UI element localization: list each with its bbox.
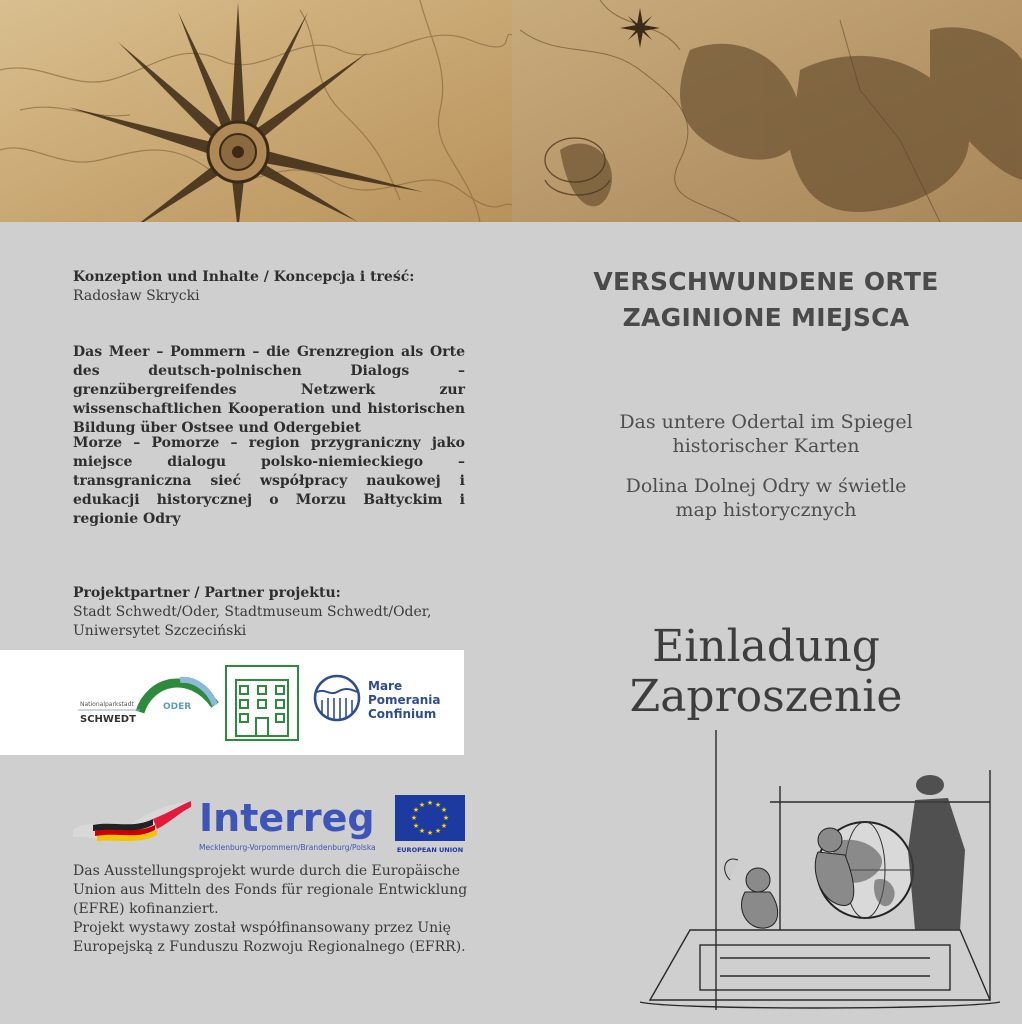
schwedt-small-text: Nationalparkstadt xyxy=(80,701,134,708)
funding-line: Das Ausstellungsprojekt wurde durch die Europäische xyxy=(73,863,461,879)
historic-map-banner xyxy=(0,0,1022,222)
engraving-illustration xyxy=(630,730,1010,1020)
interreg-subtitle: Mecklenburg-Vorpommern/Brandenburg/Polska xyxy=(199,843,376,852)
svg-text:★: ★ xyxy=(412,806,420,814)
svg-text:★: ★ xyxy=(426,799,434,807)
schwedt-oder-text: ODER xyxy=(163,702,192,712)
partners-label: Projektpartner / Partner projektu: xyxy=(73,585,341,601)
schwedt-city-text: SCHWEDT xyxy=(80,714,136,725)
project-title-de: Das Meer – Pommern – die Grenzregion als Orte des deutsch-polnischen Dialogs – grenzübergreifendes Netzwerk zur wissenschaftlichen Kooperation und historischen Bildung über Ostsee und Odergebiet xyxy=(73,344,465,436)
scholar-figure xyxy=(908,775,965,930)
invitation xyxy=(510,622,1022,722)
concept-block xyxy=(73,268,465,306)
svg-text:★: ★ xyxy=(434,801,442,809)
svg-text:★: ★ xyxy=(440,806,448,814)
concept-label: Konzeption und Inhalte / Koncepcja i treść: xyxy=(73,269,415,285)
funding-line: Union aus Mitteln des Fonds für regionale Entwicklung xyxy=(73,882,468,898)
funding-text xyxy=(73,862,473,957)
svg-text:★: ★ xyxy=(442,814,450,822)
partners-block xyxy=(73,584,465,641)
funding-line: Europejską z Funduszu Rozwoju Regionalnego (EFRR). xyxy=(73,939,466,955)
subtitle-de xyxy=(510,410,1022,458)
subtitle-pl-line: map historycznych xyxy=(675,499,857,521)
subtitle-pl-line: Dolina Dolnej Odry w świetle xyxy=(625,475,907,497)
interreg-eu-logos xyxy=(73,795,465,855)
svg-text:★: ★ xyxy=(440,822,448,830)
concept-name: Radosław Skrycki xyxy=(73,288,200,304)
subtitle-pl xyxy=(510,474,1022,522)
invite-de: Einladung xyxy=(652,621,880,672)
confinium-text: Confinium xyxy=(368,707,437,721)
subtitle-de-line: Das untere Odertal im Spiegel xyxy=(619,411,913,433)
subtitle-de-line: historischer Karten xyxy=(672,435,860,457)
cherub-figures xyxy=(725,828,854,928)
title-de: VERSCHWUNDENE ORTE xyxy=(593,267,939,296)
svg-text:★: ★ xyxy=(418,827,426,835)
partner-logos xyxy=(0,650,464,755)
flag-ribbon-icon xyxy=(73,801,191,841)
svg-text:★: ★ xyxy=(412,822,420,830)
map-illustration xyxy=(0,0,1022,222)
funding-line: (EFRE) kofinanziert. xyxy=(73,901,219,917)
cover-title xyxy=(510,264,1022,336)
pomerania-text: Pomerania xyxy=(368,693,441,707)
svg-text:★: ★ xyxy=(410,814,418,822)
eu-label: EUROPEAN UNION xyxy=(396,846,464,854)
schwedt-logo xyxy=(78,680,215,725)
svg-text:★: ★ xyxy=(418,801,426,809)
funding-line: Projekt wystawy został współfinansowany przez Unię xyxy=(73,920,451,936)
eu-flag-icon xyxy=(395,795,465,841)
project-title-pl: Morze – Pomorze – region przygraniczny jako miejsce dialogu polsko-niemieckiego – transgraniczna sieć współpracy naukowej i edukacji historycznej o Morzu Bałtyckim i regionie Odry xyxy=(73,435,465,527)
invite-pl: Zaproszenie xyxy=(629,671,903,722)
partners-line: Uniwersytet Szczeciński xyxy=(73,623,247,639)
interreg-title: Interreg xyxy=(199,796,375,840)
svg-text:★: ★ xyxy=(426,829,434,837)
svg-text:★: ★ xyxy=(434,827,442,835)
title-pl: ZAGINIONE MIEJSCA xyxy=(622,303,910,332)
stadtmuseum-building-icon xyxy=(226,666,298,740)
mare-pomerania-circle-icon xyxy=(315,676,359,720)
partners-line: Stadt Schwedt/Oder, Stadtmuseum Schwedt/Oder, xyxy=(73,604,432,620)
mare-text: Mare xyxy=(368,679,403,693)
